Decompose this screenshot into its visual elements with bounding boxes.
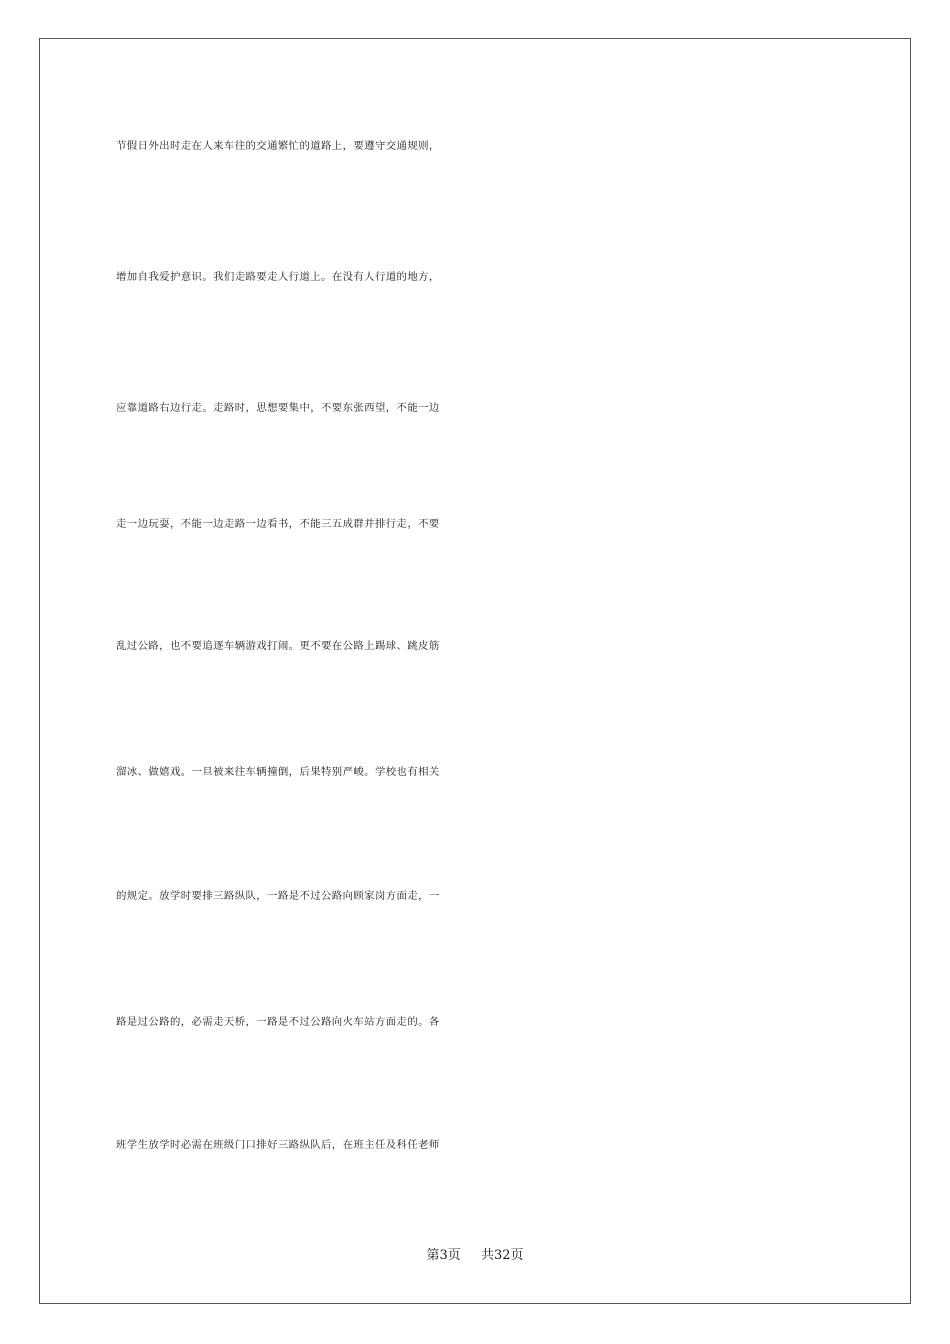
body-line: 路是过公路的，必需走天桥，一路是不过公路向火车站方面走的。各 [116, 1016, 440, 1028]
page-number: 第3页 [426, 1248, 461, 1263]
body-line: 走一边玩耍，不能一边走路一边看书，不能三五成群并排行走，不要 [116, 518, 440, 530]
page-footer [0, 1247, 950, 1265]
body-line: 的规定。放学时要排三路纵队，一路是不过公路向顾家岗方面走，一 [116, 890, 440, 902]
body-line: 溜冰、做嬉戏。一旦被来往车辆撞倒，后果特别严峻。学校也有相关 [116, 766, 440, 778]
body-line: 班学生放学时必需在班级门口排好三路纵队后，在班主任及科任老师 [116, 1139, 440, 1151]
page-total: 共32页 [481, 1248, 524, 1263]
body-line: 应靠道路右边行走。走路时，思想要集中，不要东张西望，不能一边 [116, 402, 440, 414]
body-line: 增加自我爱护意识。我们走路要走人行道上。在没有人行道的地方， [116, 271, 440, 283]
body-line: 乱过公路，也不要追逐车辆游戏打闹。更不要在公路上踢球、跳皮筋 [116, 640, 440, 652]
body-line: 节假日外出时走在人来车往的交通繁忙的道路上，要遵守交通规则， [116, 140, 440, 152]
